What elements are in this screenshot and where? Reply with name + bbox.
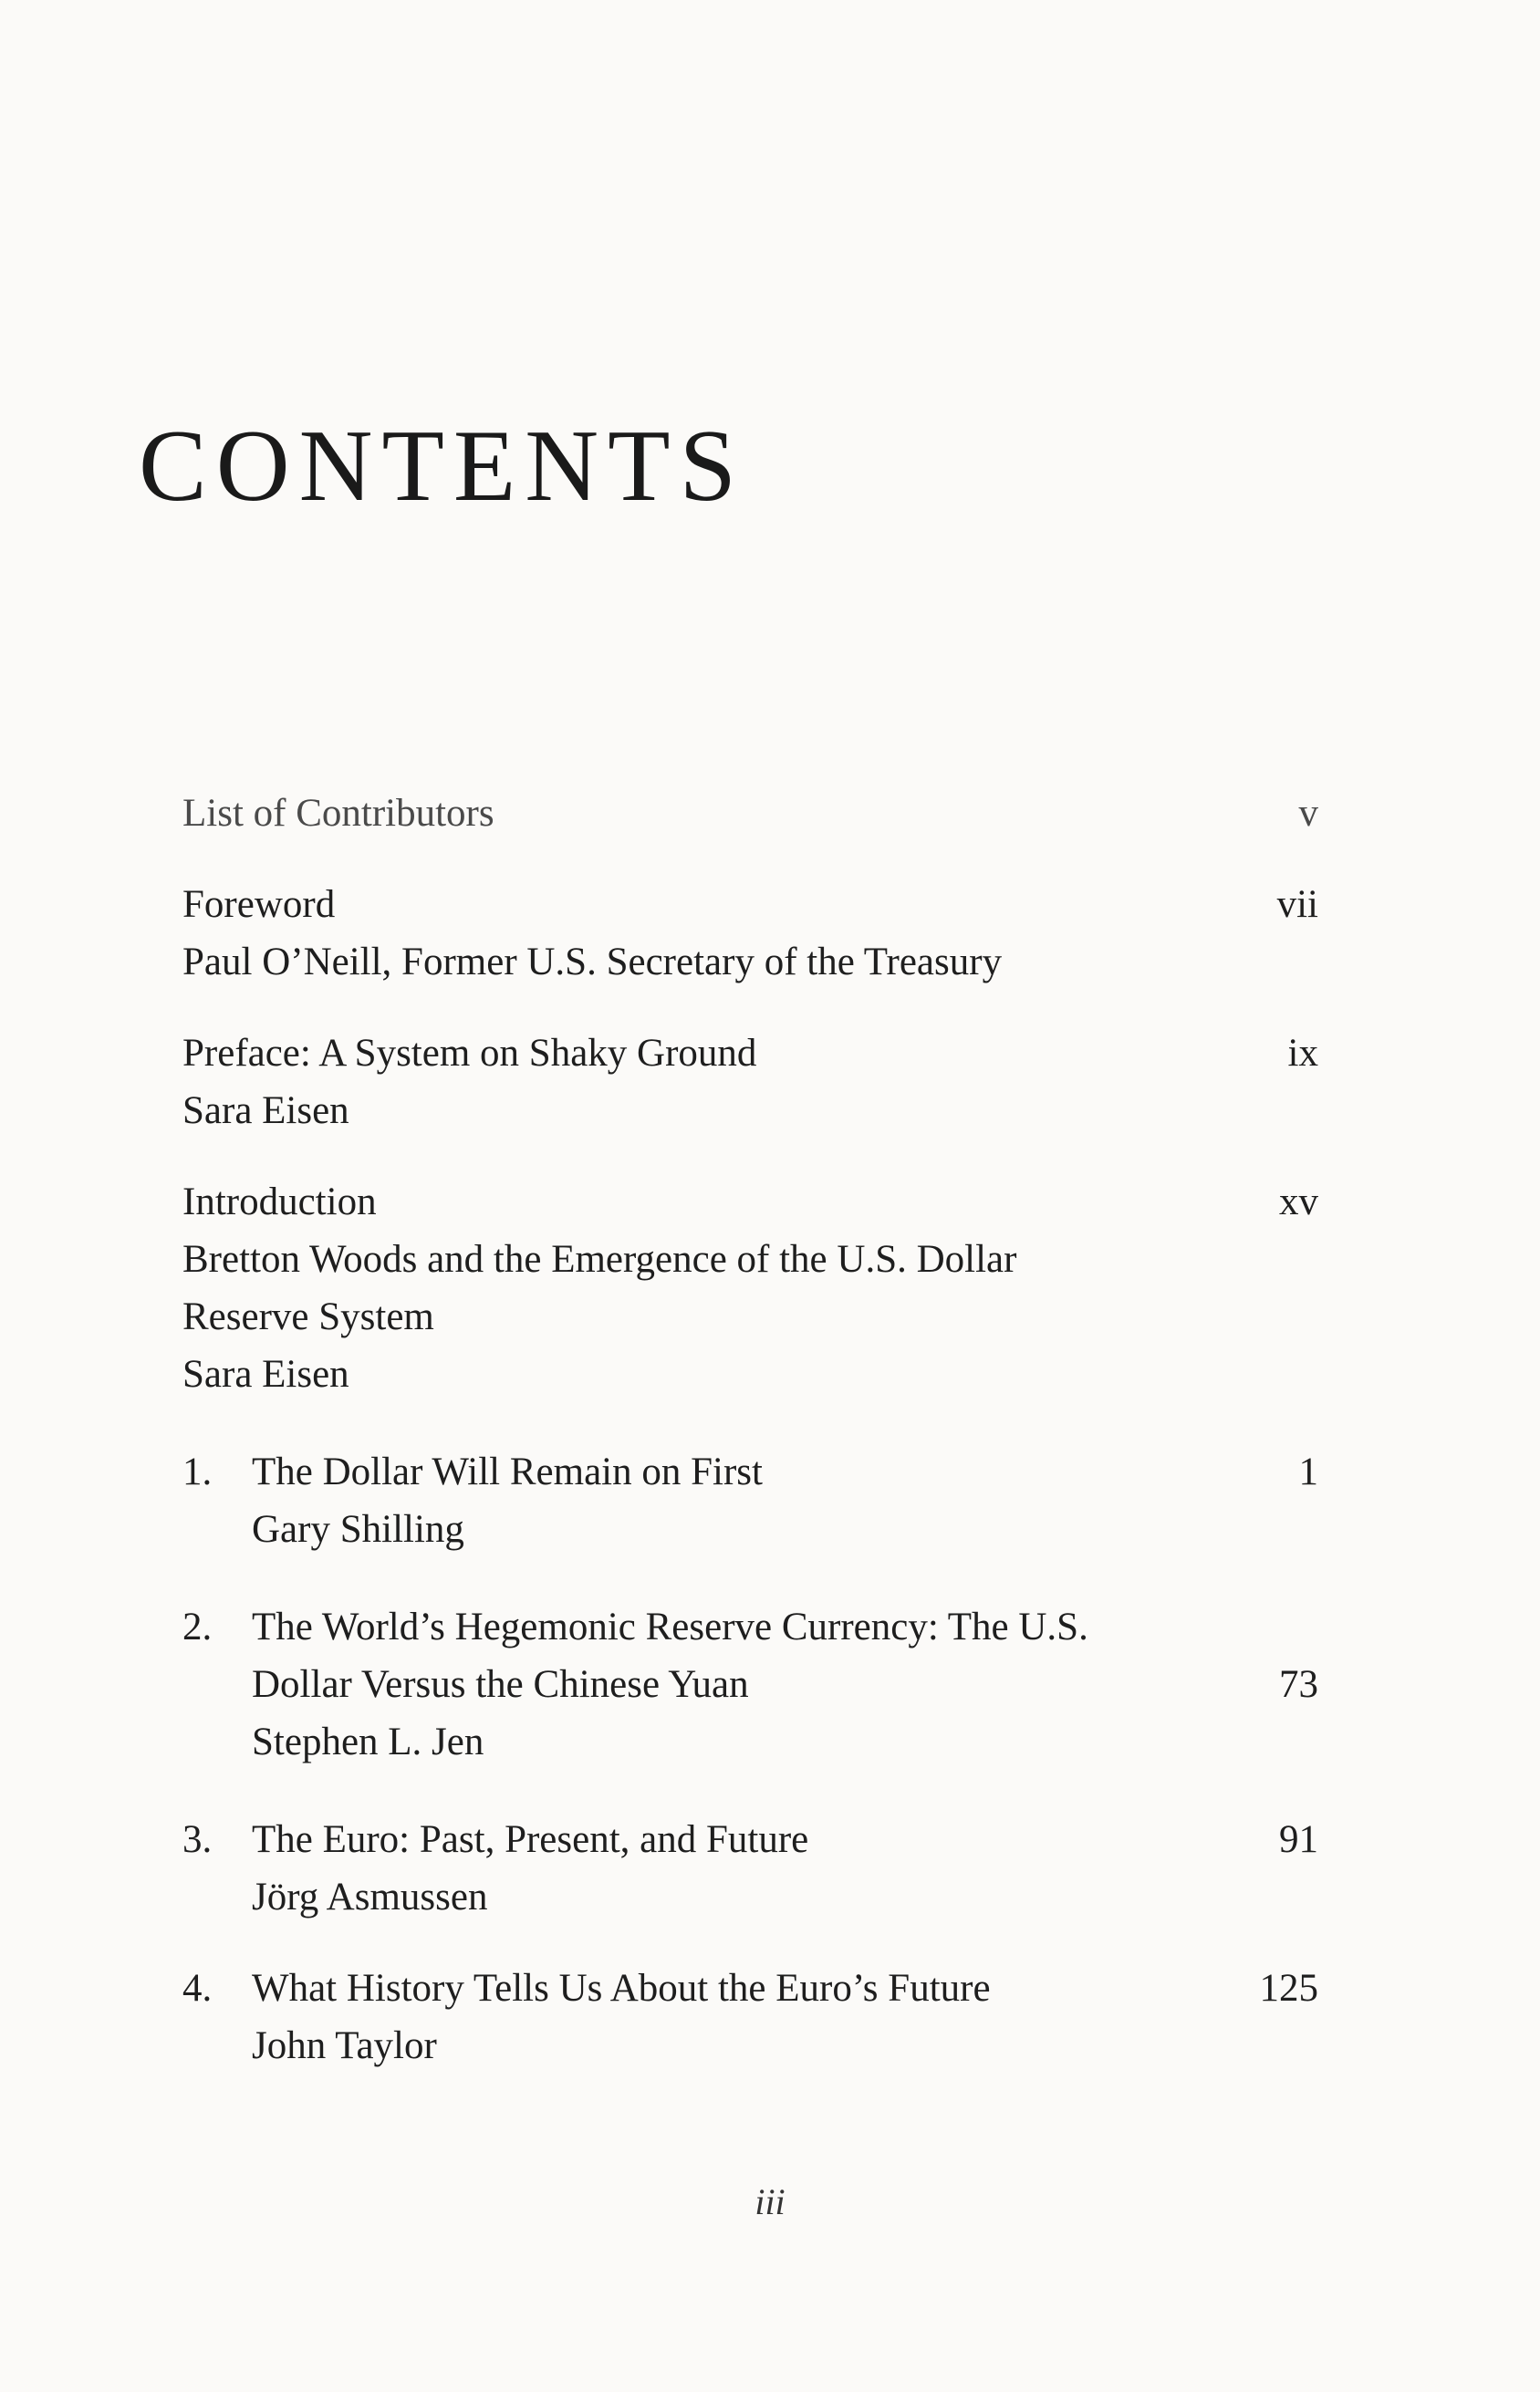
chapter-title: The Dollar Will Remain on First: [252, 1451, 763, 1493]
page-number: 1: [1298, 1451, 1318, 1493]
chapter-author: Gary Shilling: [252, 1508, 464, 1551]
entry-author: Paul O’Neill, Former U.S. Secretary of the Treasury: [182, 941, 1003, 983]
folio-page-number: iii: [754, 2181, 786, 2222]
toc-entry-introduction: [182, 1173, 1318, 1403]
toc-entry-preface: [182, 1024, 1318, 1139]
chapter-title: What History Tells Us About the Euro’s Future: [252, 1967, 991, 2010]
page-number: vii: [1276, 883, 1318, 926]
entry-author: Sara Eisen: [182, 1089, 349, 1132]
toc-entry-foreword: [182, 876, 1318, 991]
toc-entry-contributors: [182, 785, 1318, 842]
chapter-author: Stephen L. Jen: [252, 1721, 484, 1763]
toc-entry-chapter-2: [182, 1598, 1318, 1771]
chapter-author: Jörg Asmussen: [252, 1876, 488, 1919]
entry-subtitle: Bretton Woods and the Emergence of the U.S. Dollar: [182, 1238, 1017, 1281]
entry-subtitle: Reserve System: [182, 1295, 434, 1338]
page-number: ix: [1287, 1032, 1318, 1075]
entry-author: Sara Eisen: [182, 1353, 349, 1396]
page-number: xv: [1279, 1180, 1318, 1223]
toc-entry-chapter-3: [182, 1811, 1318, 1926]
page-number: v: [1298, 792, 1318, 835]
chapter-number: 1.: [182, 1451, 213, 1493]
chapter-author: John Taylor: [252, 2024, 437, 2067]
table-of-contents: [182, 785, 1318, 2075]
toc-entry-chapter-1: [182, 1443, 1318, 1558]
page-number: 125: [1259, 1967, 1318, 2010]
entry-title: Introduction: [182, 1180, 377, 1223]
page-number: 91: [1279, 1818, 1318, 1861]
chapter-number: 4.: [182, 1967, 213, 2010]
toc-entry-chapter-4: [182, 1960, 1318, 2075]
chapter-title: The World’s Hegemonic Reserve Currency: The U.S.: [252, 1606, 1088, 1648]
chapter-number: 2.: [182, 1606, 213, 1648]
entry-title: Foreword: [182, 883, 336, 926]
page-title: CONTENTS: [139, 410, 745, 523]
page-number: 73: [1279, 1663, 1318, 1706]
chapter-number: 3.: [182, 1818, 213, 1861]
chapter-title: The Euro: Past, Present, and Future: [252, 1818, 809, 1861]
chapter-title: Dollar Versus the Chinese Yuan: [252, 1663, 749, 1706]
entry-title: Preface: A System on Shaky Ground: [182, 1032, 757, 1075]
entry-title: List of Contributors: [182, 792, 494, 835]
